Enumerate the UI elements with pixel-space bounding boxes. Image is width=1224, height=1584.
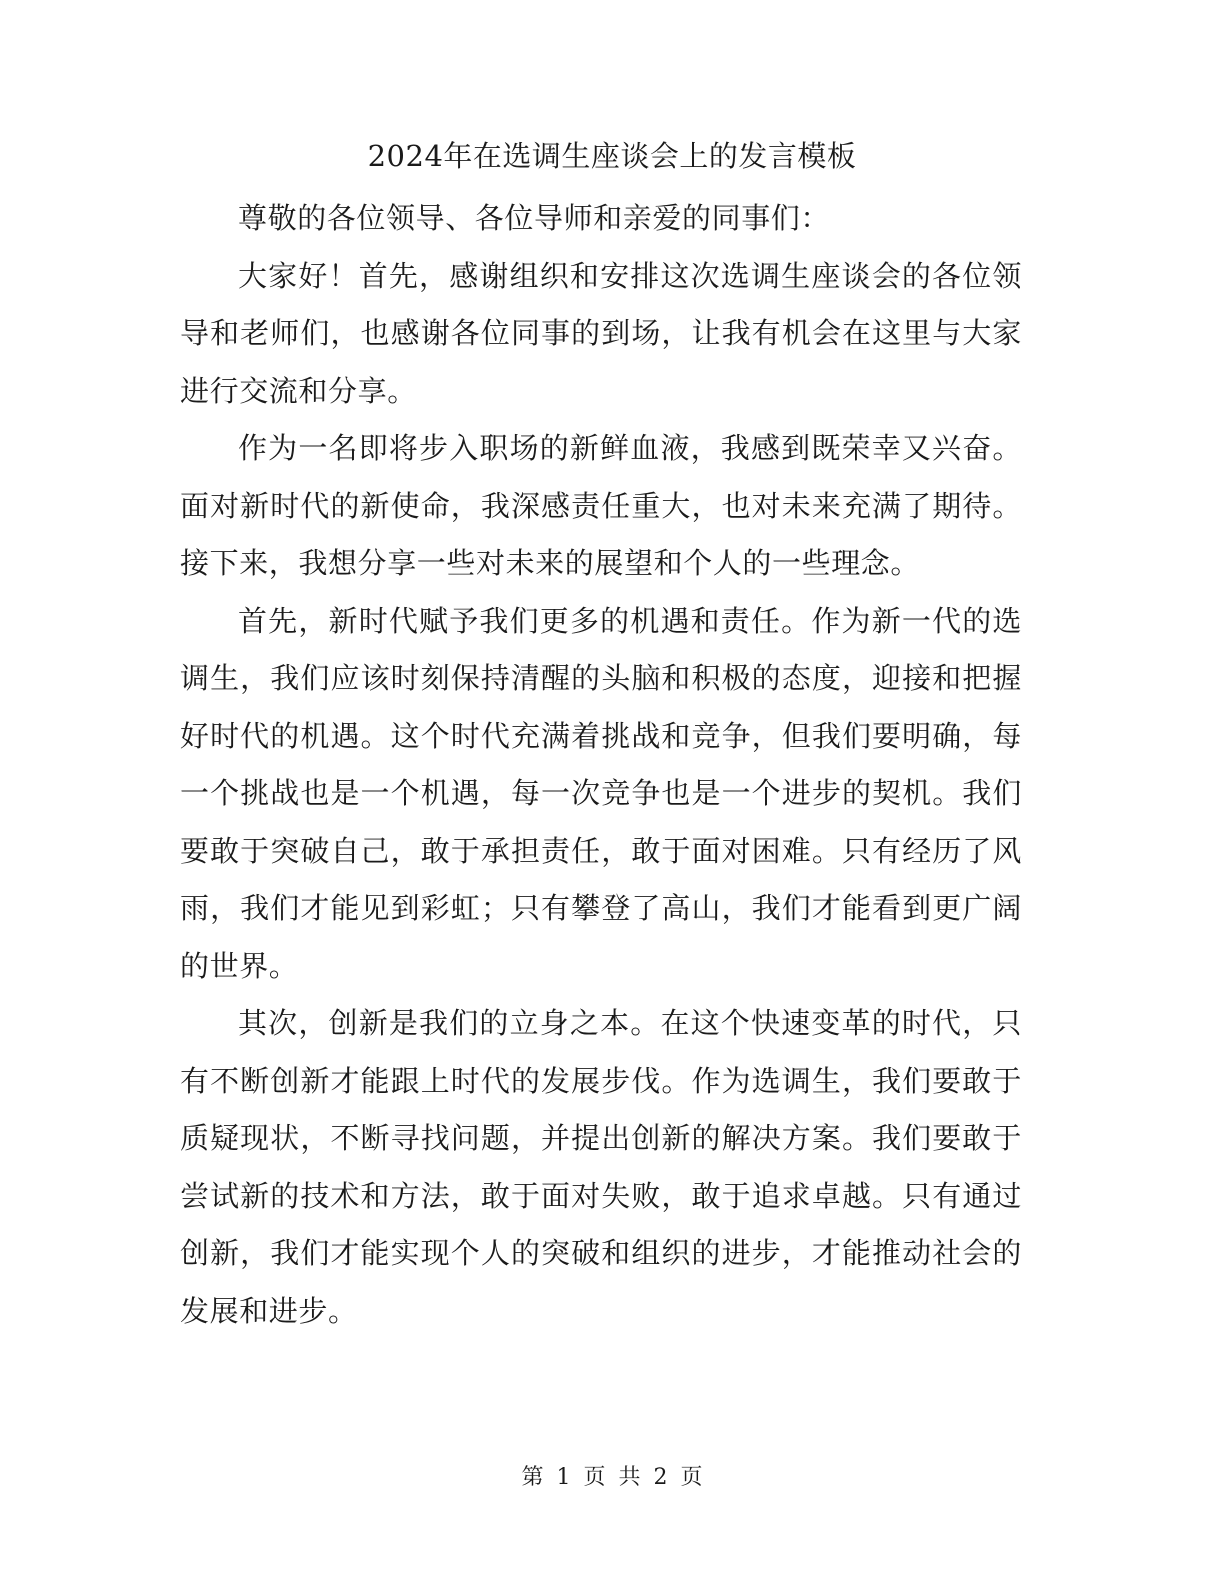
document-body xyxy=(180,190,1022,1340)
document-title: 2024年在选调生座谈会上的发言模板 xyxy=(367,139,857,173)
page-number-footer: 第 1 页 共 2 页 xyxy=(521,1465,703,1490)
salutation: 尊敬的各位领导、各位导师和亲爱的同事们： xyxy=(238,201,831,235)
paragraph-greeting: 大家好！首先，感谢组织和安排这次选调生座谈会的各位领导和老师们，也感谢各位同事的到场，让我有机会在这里与大家进行交流和分享。 xyxy=(180,258,1022,408)
paragraph-innovation: 其次，创新是我们的立身之本。在这个快速变革的时代，只有不断创新才能跟上时代的发展步伐。作为选调生，我们要敢于质疑现状，不断寻找问题，并提出创新的解决方案。我们要敢于尝试新的技术和方法，敢于面对失败，敢于追求卓越。只有通过创新，我们才能实现个人的突破和组织的进步，才能推动社会的发展和进步。 xyxy=(180,1006,1022,1328)
paragraph-opportunity: 首先，新时代赋予我们更多的机遇和责任。作为新一代的选调生，我们应该时刻保持清醒的头脑和积极的态度，迎接和把握好时代的机遇。这个时代充满着挑战和竞争，但我们要明确，每一个挑战也是一个机遇，每一次竞争也是一个进步的契机。我们要敢于突破自己，敢于承担责任，敢于面对困难。只有经历了风雨，我们才能见到彩虹；只有攀登了高山，我们才能看到更广阔的世界。 xyxy=(180,603,1022,983)
paragraph-introduction: 作为一名即将步入职场的新鲜血液，我感到既荣幸又兴奋。面对新时代的新使命，我深感责任重大，也对未来充满了期待。接下来，我想分享一些对未来的展望和个人的一些理念。 xyxy=(180,431,1022,580)
